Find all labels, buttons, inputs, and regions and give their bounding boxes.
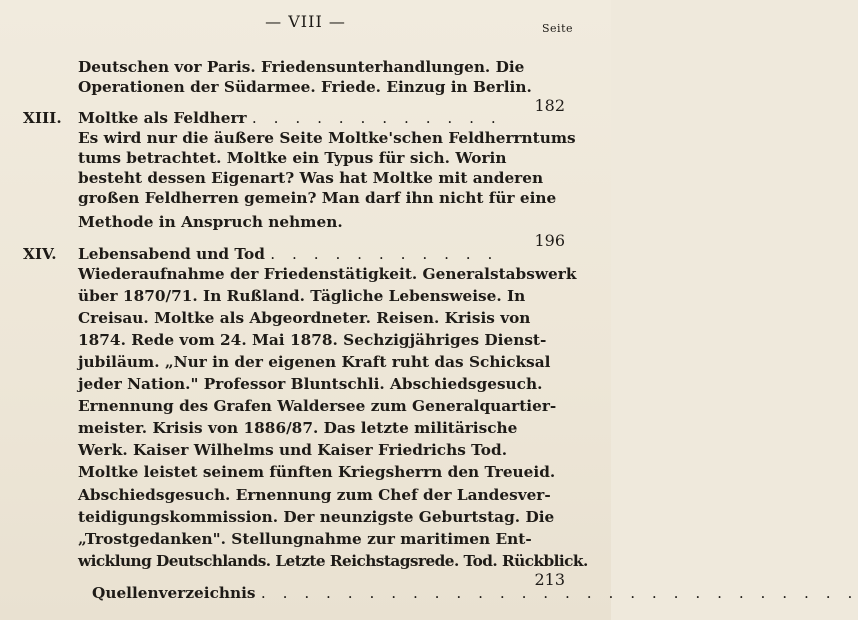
chapter-summary-line: Werk. Kaiser Wilhelms und Kaiser Friedrichs Tod. [78, 441, 508, 459]
chapter-summary-line: meister. Krisis von 1886/87. Das letzte militärische [78, 419, 518, 437]
chapter-title-row [78, 108, 502, 128]
sources-title: Quellenverzeichnis [92, 584, 256, 602]
chapter-title: Moltke als Feldherr [78, 109, 247, 127]
chapter-summary-line: Ernennung des Grafen Waldersee zum Generalquartier- [78, 397, 557, 415]
chapter-summary-line: Abschiedsgesuch. Ernennung zum Chef der Landesver- [78, 486, 551, 504]
chapter-summary-line: Moltke leistet seinem fünften Kriegsherrn den Treueid. [78, 463, 556, 481]
chapter-summary-line: Methode in Anspruch nehmen. [78, 213, 343, 231]
sources-row [92, 583, 858, 603]
chapter-summary-line: 1874. Rede vom 24. Mai 1878. Sechzigjähriges Dienst- [78, 331, 547, 349]
chapter-page-number: 196 [534, 231, 565, 250]
chapter-page-number: 182 [534, 96, 565, 115]
chapter-title: Lebensabend und Tod [78, 245, 265, 263]
chapter-title-row [78, 244, 498, 264]
chapter-number: XIV. [23, 245, 57, 263]
intro-line: Operationen der Südarmee. Friede. Einzug in Berlin. [78, 78, 532, 96]
chapter-summary-line: tums betrachtet. Moltke ein Typus für sich. Worin [78, 149, 507, 167]
dot-leader: . . . . . . . . . . . [270, 245, 499, 263]
chapter-summary-line: besteht dessen Eigenart? Was hat Moltke mit anderen [78, 169, 544, 187]
chapter-summary-line: über 1870/71. In Rußland. Tägliche Lebensweise. In [78, 287, 526, 305]
chapter-summary-line: Creisau. Moltke als Abgeordneter. Reisen. Krisis von [78, 309, 531, 327]
dot-leader: . . . . . . . . . . . . [251, 109, 502, 127]
dot-leader: . . . . . . . . . . . . . . . . . . . . . . . . . . . . [260, 584, 858, 602]
chapter-summary-line: jeder Nation." Professor Bluntschli. Abschiedsgesuch. [78, 375, 543, 393]
sources-page-number: 213 [534, 570, 565, 589]
chapter-summary-line: „Trostgedanken". Stellungnahme zur maritimen Ent- [78, 530, 532, 548]
intro-line: Deutschen vor Paris. Friedensunterhandlungen. Die [78, 58, 525, 76]
page-roman-numeral: — VIII — [265, 12, 346, 31]
chapter-summary-line: jubiläum. „Nur in der eigenen Kraft ruht das Schicksal [78, 353, 551, 371]
chapter-summary-line: großen Feldherren gemein? Man darf ihn nicht für eine [78, 189, 557, 207]
chapter-summary-line: teidigungskommission. Der neunzigste Geburtstag. Die [78, 508, 555, 526]
chapter-summary-line: Es wird nur die äußere Seite Moltke'schen Feldherrntums [78, 129, 576, 147]
seite-column-label: Seite [542, 22, 573, 35]
chapter-number: XIII. [23, 109, 62, 127]
chapter-summary-line: Wiederaufnahme der Friedenstätigkeit. Generalstabswerk [78, 265, 577, 283]
chapter-summary-line: wicklung Deutschlands. Letzte Reichstagsrede. Tod. Rückblick. [78, 552, 588, 570]
